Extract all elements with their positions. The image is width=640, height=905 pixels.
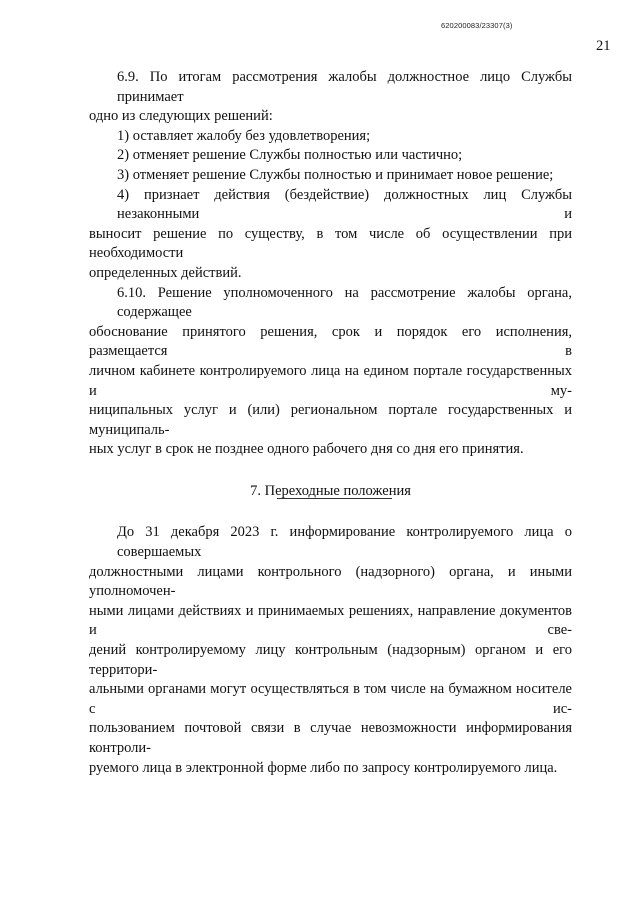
text-line: выносит решение по существу, в том числе об осуществлении при необходимости (89, 225, 572, 262)
text-line: должностными лицами контрольного (надзорного) органа, и иными уполномочен- (89, 563, 572, 600)
text-line: ных услуг в срок не позднее одного рабочего дня со дня его принятия. (89, 441, 524, 458)
text-line: пользованием почтовой связи в случае невозможности информирования контроли- (89, 720, 572, 756)
decision-list (89, 127, 572, 186)
paragraph-transitional (89, 523, 572, 778)
text-line: ниципальных услуг и (или) региональном портале государственных и муниципаль- (89, 402, 572, 438)
text-line: ными лицами действиях и принимаемых решениях, направление документов и све- (89, 602, 572, 639)
text-line: определенных действий. (89, 264, 242, 281)
text-line: одно из следующих решений: (89, 108, 273, 125)
document-code: 620200083/23307(3) (441, 21, 513, 30)
page-number: 21 (596, 38, 611, 54)
section-heading: 7. Переходные положения (250, 482, 411, 499)
text-line: 6.10. Решение уполномоченного на рассмотрение жалобы органа, содержащее (117, 284, 572, 321)
list-item: 3) отменяет решение Службы полностью и принимает новое решение; (117, 166, 554, 183)
text-line: 4) признает действия (бездействие) должностных лиц Службы незаконными и (117, 186, 572, 223)
text-line: альными органами могут осуществляться в том числе на бумажном носителе с ис- (89, 681, 572, 717)
closing-divider (277, 498, 392, 499)
text-line: 6.9. По итогам рассмотрения жалобы должностное лицо Службы принимает (117, 69, 572, 105)
document-body (89, 68, 572, 778)
list-item: 1) оставляет жалобу без удовлетворения; (117, 127, 371, 144)
text-line: руемого лица в электронной форме либо по запросу контролируемого лица. (89, 759, 558, 776)
list-item-4 (89, 186, 572, 284)
paragraph-6-10 (89, 284, 572, 460)
list-item: 2) отменяет решение Службы полностью или частично; (117, 147, 463, 164)
paragraph-6-9 (89, 68, 572, 127)
text-line: До 31 декабря 2023 г. информирование контролируемого лица о совершаемых (117, 524, 572, 561)
text-line: личном кабинете контролируемого лица на едином портале государственных и му- (89, 362, 572, 399)
text-line: дений контролируемому лицу контрольным (надзорным) органом и его территори- (89, 642, 572, 678)
text-line: обоснование принятого решения, срок и порядок его исполнения, размещается в (89, 323, 572, 360)
